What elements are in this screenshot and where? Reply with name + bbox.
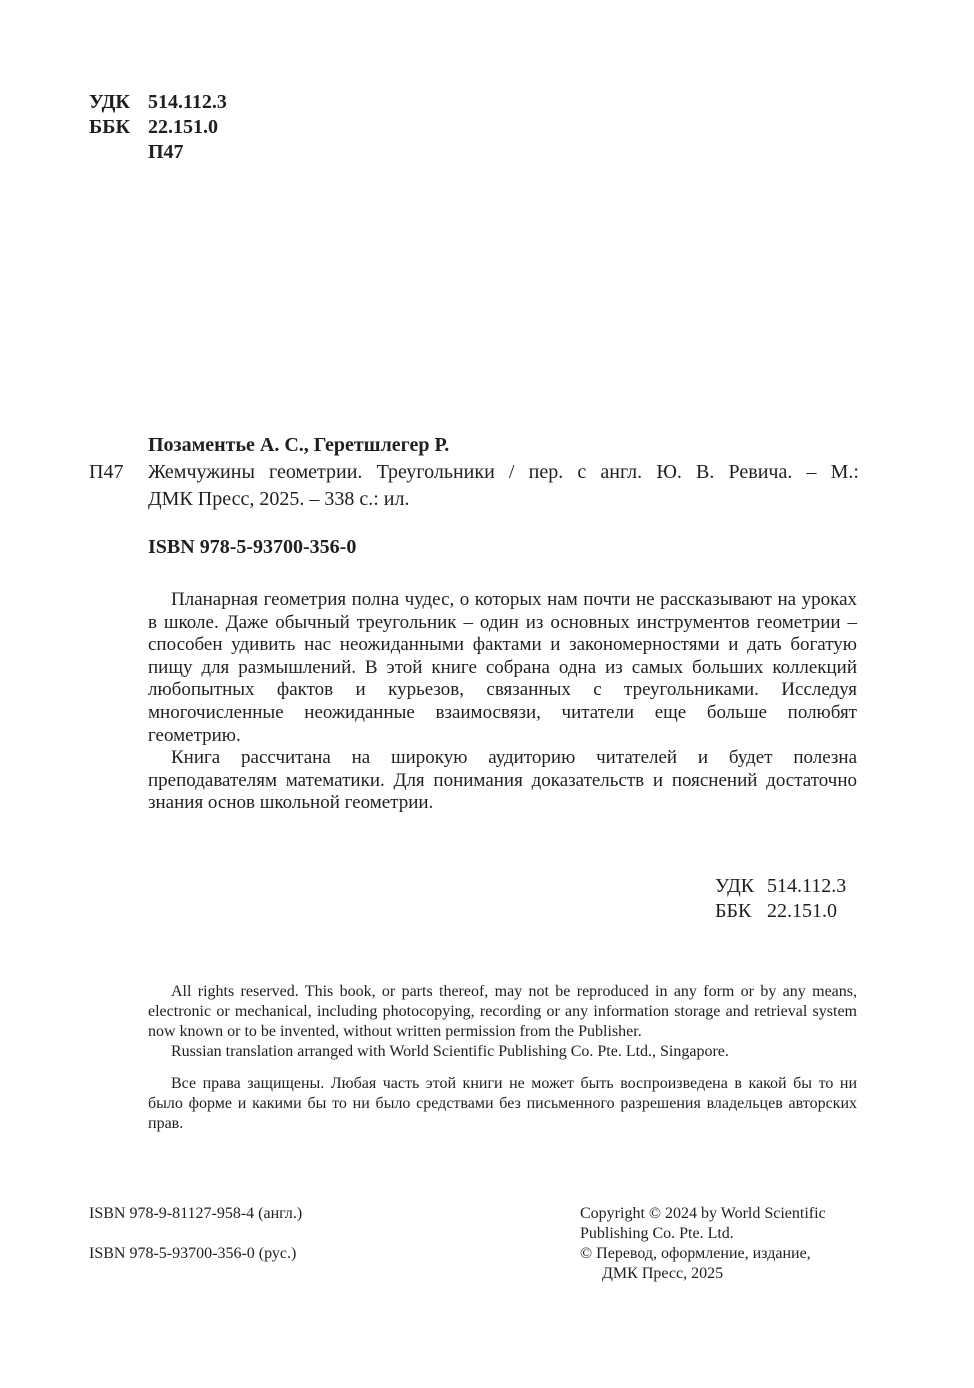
book-authors: Позаментье А. С., Геретшлегер Р. xyxy=(148,434,450,456)
isbn-list xyxy=(89,1204,302,1284)
bibliographic-card xyxy=(89,432,859,513)
classification-codes-top xyxy=(89,90,227,165)
abstract-paragraph-2: Книга рассчитана на широкую аудиторию читателей и будет полезна преподавателям математики. Для понимания доказательств и пояснений достаточно знания основ школьной геометрии. xyxy=(148,747,857,814)
isbn-english: ISBN 978-9-81127-958-4 (англ.) xyxy=(89,1205,303,1222)
bbk-value-bottom: 22.151.0 xyxy=(767,900,837,922)
publisher-line: ДМК Пресс, 2025. – 338 с.: ил. xyxy=(148,488,410,510)
udk-label-bottom: УДК xyxy=(715,875,755,897)
copyright-line-4: ДМК Пресс, 2025 xyxy=(602,1265,724,1282)
bbk-label: ББК xyxy=(89,116,130,138)
book-title-description: Жемчужины геометрии. Треугольники / пер. с англ. Ю. В. Ревича. – М.: xyxy=(148,461,859,483)
abstract-paragraph-1: Планарная геометрия полна чудес, о которых нам почти не рассказывают на уроках в школе. Даже обычный треугольник – один из основных инструментов геометрии – способен удивить нас неожиданными фактами и закономерностями и дать богатую пищу для размышлений. В этой книге собрана одна из самых больших коллекций любопытных фактов и курьезов, связанных с треугольниками. Исследуя многочисленные неожиданные взаимосвязи, читатели еще больше полюбят геометрию. xyxy=(148,589,857,746)
title-line xyxy=(89,459,859,486)
udk-row-bottom xyxy=(715,874,846,899)
udk-value-bottom: 514.112.3 xyxy=(767,875,847,897)
rights-notice xyxy=(148,982,857,1134)
rights-en-paragraph-1: All rights reserved. This book, or parts thereof, may not be reproduced in any form or by any means, electronic or mechanical, including photocopying, recording or any information storage and retrieval system now known or to be invented, without written permission from the Publisher. xyxy=(148,983,857,1040)
udk-value: 514.112.3 xyxy=(148,91,227,113)
main-isbn: ISBN 978-5-93700-356-0 xyxy=(148,536,357,558)
book-abstract xyxy=(148,589,857,815)
udk-label: УДК xyxy=(89,91,130,113)
rights-ru-paragraph: Все права защищены. Любая часть этой книги не может быть воспроизведена в какой бы то ни было форме и какими бы то ни было средствами без письменного разрешения владельцев авторских прав. xyxy=(148,1075,857,1132)
cipher-row xyxy=(89,140,227,165)
bbk-value: 22.151.0 xyxy=(148,116,218,138)
copyright-line-1: Copyright © 2024 by World Scientific xyxy=(580,1205,826,1222)
udk-row xyxy=(89,90,227,115)
author-cipher: П47 xyxy=(148,141,184,163)
copyright-notice xyxy=(580,1204,860,1284)
bbk-row-bottom xyxy=(715,899,846,924)
rights-en-paragraph-2: Russian translation arranged with World Scientific Publishing Co. Pte. Ltd., Singapore. xyxy=(171,1043,729,1060)
copyright-line-2: Publishing Co. Pte. Ltd. xyxy=(580,1225,734,1242)
isbn-russian: ISBN 978-5-93700-356-0 (рус.) xyxy=(89,1245,297,1262)
classification-codes-bottom xyxy=(715,874,846,924)
copyright-line-3: © Перевод, оформление, издание, xyxy=(580,1245,811,1262)
bbk-label-bottom: ББК xyxy=(715,900,752,922)
bbk-row xyxy=(89,115,227,140)
card-cipher: П47 xyxy=(89,461,124,483)
